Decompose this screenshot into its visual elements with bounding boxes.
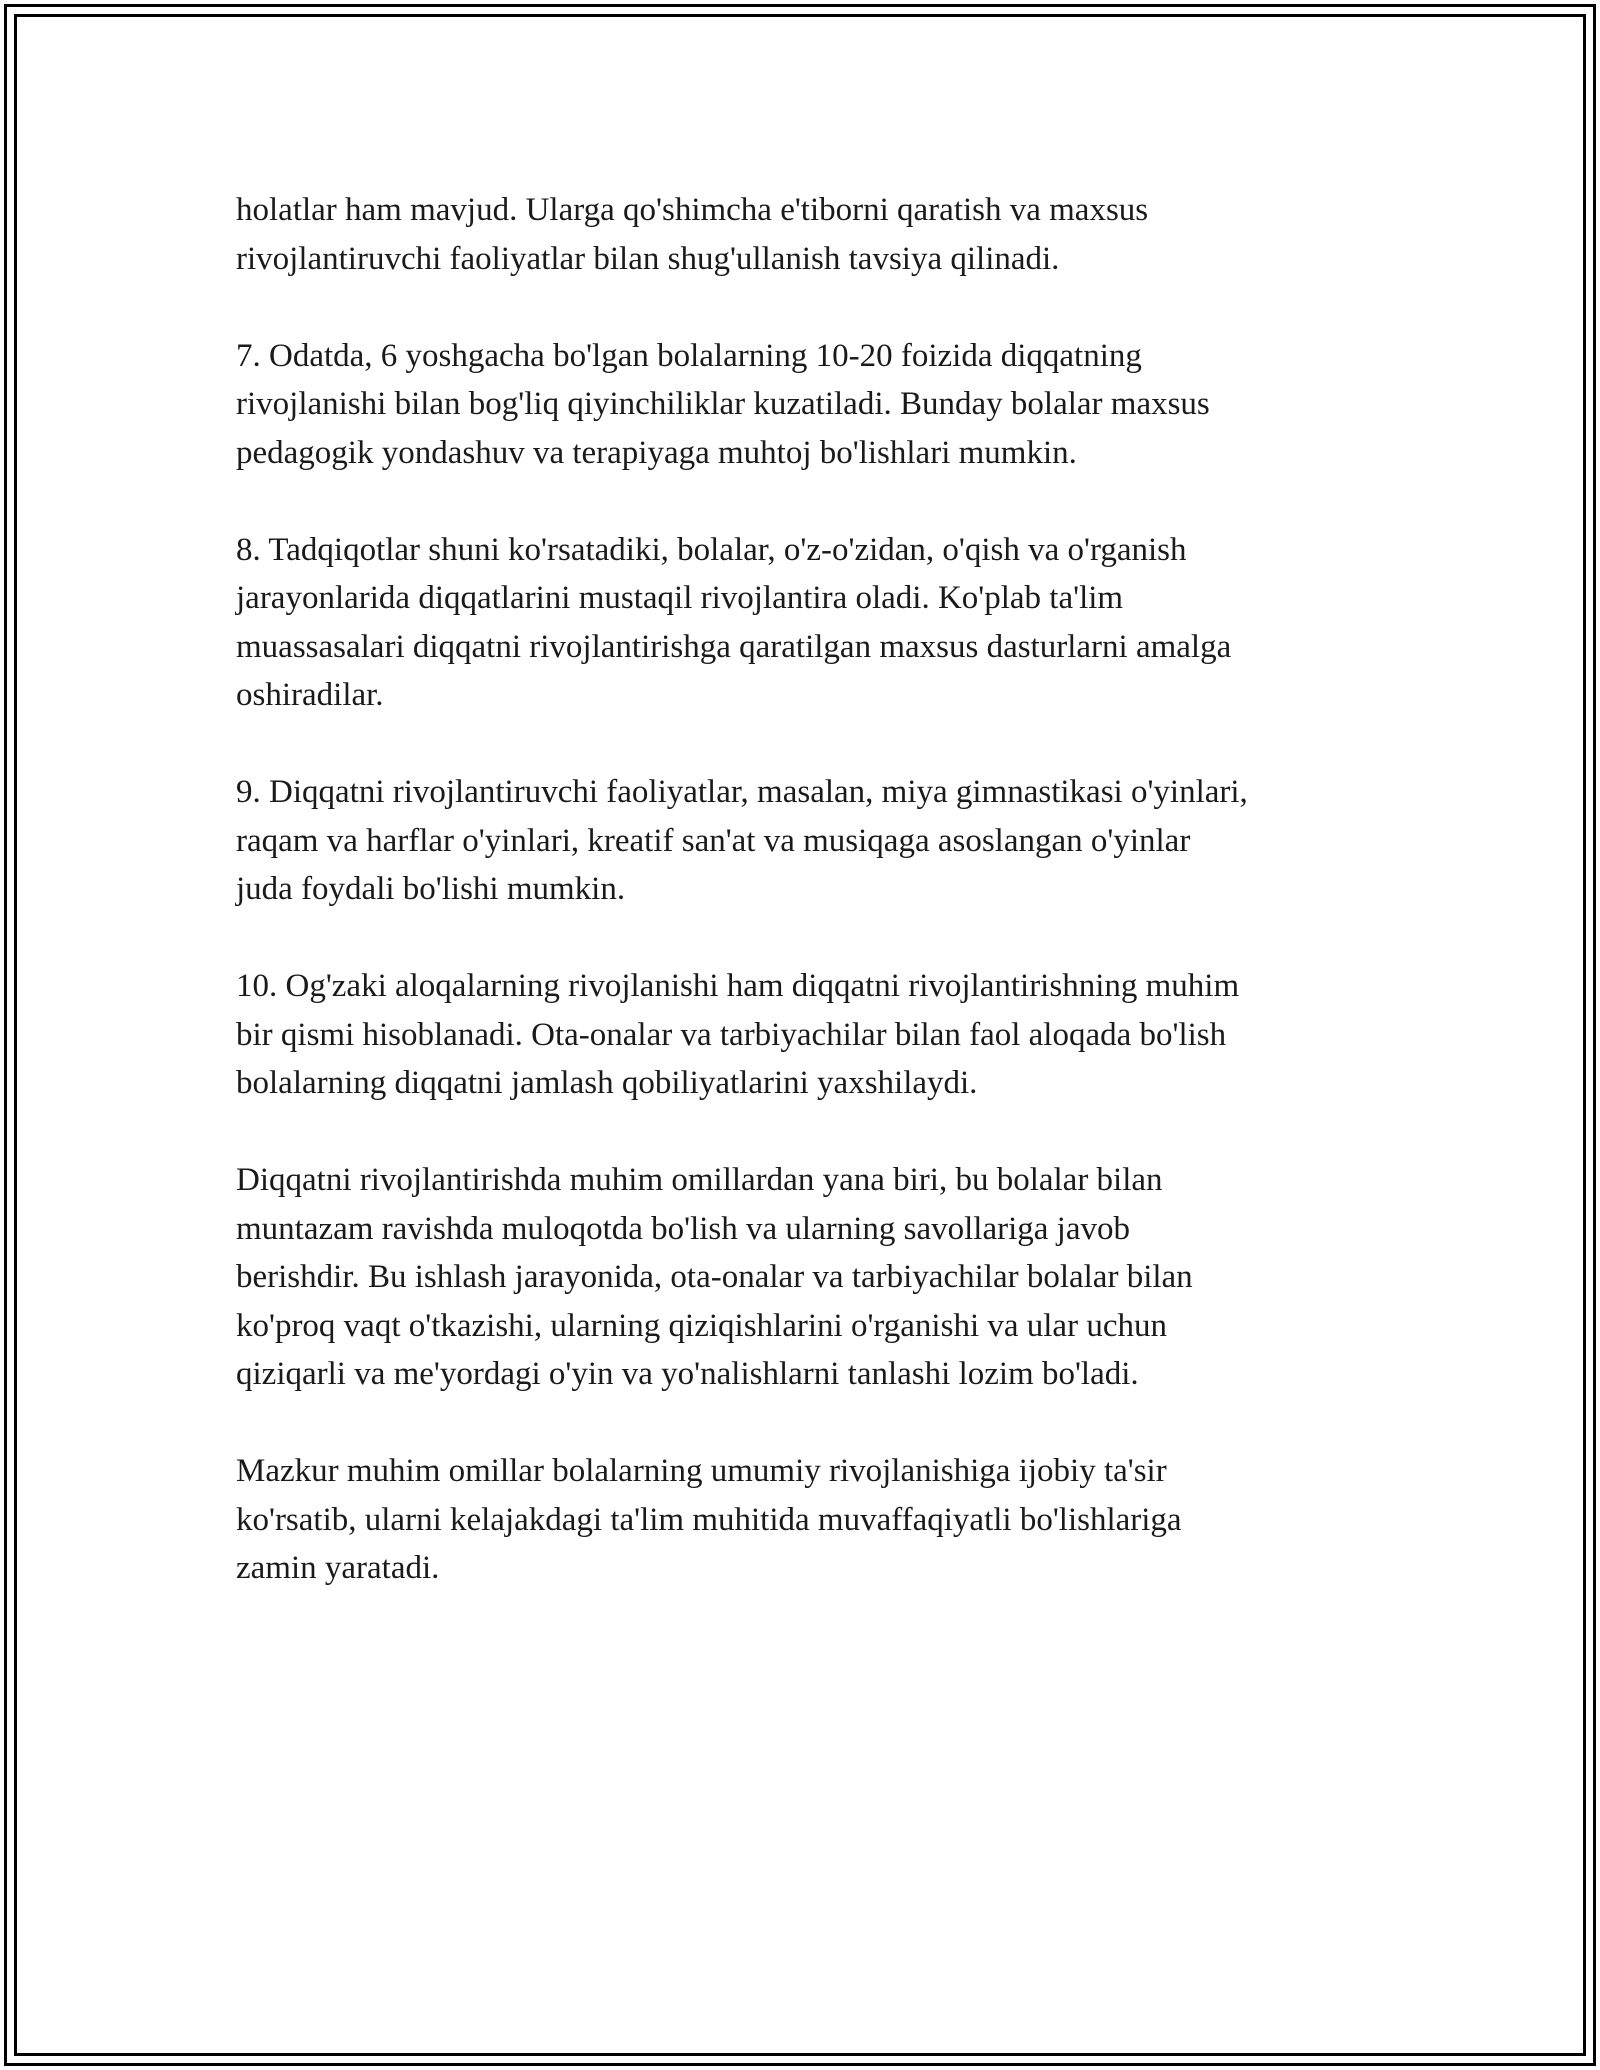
paragraph-factors bbox=[236, 1156, 1366, 1399]
paragraph-item-8 bbox=[236, 526, 1366, 720]
text-line: oshiradilar. bbox=[236, 677, 384, 713]
text-line: ko'proq vaqt o'tkazishi, ularning qiziqishlarini o'rganishi va ular uchun bbox=[236, 1307, 1167, 1344]
text-line: rivojlanishi bilan bog'liq qiyinchiliklar kuzatiladi. Bunday bolalar maxsus bbox=[236, 386, 1210, 422]
text-line: muassasalari diqqatni rivojlantirishga qaratilgan maxsus dasturlarni amalga bbox=[236, 628, 1232, 665]
text-line: 7. Odatda, 6 yoshgacha bo'lgan bolalarning 10-20 foizida diqqatning bbox=[236, 337, 1142, 374]
text-line: jarayonlarida diqqatlarini mustaqil rivojlantira oladi. Ko'plab ta'lim bbox=[236, 580, 1124, 616]
text-line: qiziqarli va me'yordagi o'yin va yo'nalishlarni tanlashi lozim bo'ladi. bbox=[236, 1356, 1139, 1392]
text-line: bir qismi hisoblanadi. Ota-onalar va tarbiyachilar bilan faol aloqada bo'lish bbox=[236, 1016, 1227, 1053]
paragraph-item-9 bbox=[236, 768, 1366, 914]
text-line: 8. Tadqiqotlar shuni ko'rsatadiki, bolalar, o'z-o'zidan, o'qish va o'rganish bbox=[236, 531, 1187, 568]
text-line: holatlar ham mavjud. Ularga qo'shimcha e'tiborni qaratish va maxsus bbox=[236, 192, 1149, 228]
paragraph-conclusion bbox=[236, 1447, 1366, 1593]
paragraph-continuation bbox=[236, 186, 1366, 283]
text-line: 9. Diqqatni rivojlantiruvchi faoliyatlar, masalan, miya gimnastikasi o'yinlari, bbox=[236, 774, 1248, 810]
text-line: juda foydali bo'lishi mumkin. bbox=[236, 871, 626, 907]
text-line: raqam va harflar o'yinlari, kreatif san'at va musiqaga asoslangan o'yinlar bbox=[236, 822, 1191, 859]
text-line: zamin yaratadi. bbox=[236, 1550, 440, 1586]
text-line: berishdir. Bu ishlash jarayonida, ota-onalar va tarbiyachilar bolalar bilan bbox=[236, 1259, 1193, 1295]
text-line: Diqqatni rivojlantirishda muhim omillardan yana biri, bu bolalar bilan bbox=[236, 1162, 1163, 1198]
document-body bbox=[236, 186, 1366, 1641]
text-line: bolalarning diqqatni jamlash qobiliyatlarini yaxshilaydi. bbox=[236, 1065, 978, 1101]
text-line: 10. Og'zaki aloqalarning rivojlanishi ham diqqatni rivojlantirishning muhim bbox=[236, 968, 1240, 1004]
text-line: rivojlantiruvchi faoliyatlar bilan shug'ullanish tavsiya qilinadi. bbox=[236, 240, 1060, 277]
paragraph-item-7 bbox=[236, 332, 1366, 478]
text-line: muntazam ravishda muloqotda bo'lish va ularning savollariga javob bbox=[236, 1210, 1130, 1247]
text-line: ko'rsatib, ularni kelajakdagi ta'lim muhitida muvaffaqiyatli bo'lishlariga bbox=[236, 1501, 1182, 1538]
text-line: pedagogik yondashuv va terapiyaga muhtoj bo'lishlari mumkin. bbox=[236, 434, 1077, 471]
paragraph-item-10 bbox=[236, 962, 1366, 1108]
text-line: Mazkur muhim omillar bolalarning umumiy rivojlanishiga ijobiy ta'sir bbox=[236, 1453, 1167, 1489]
